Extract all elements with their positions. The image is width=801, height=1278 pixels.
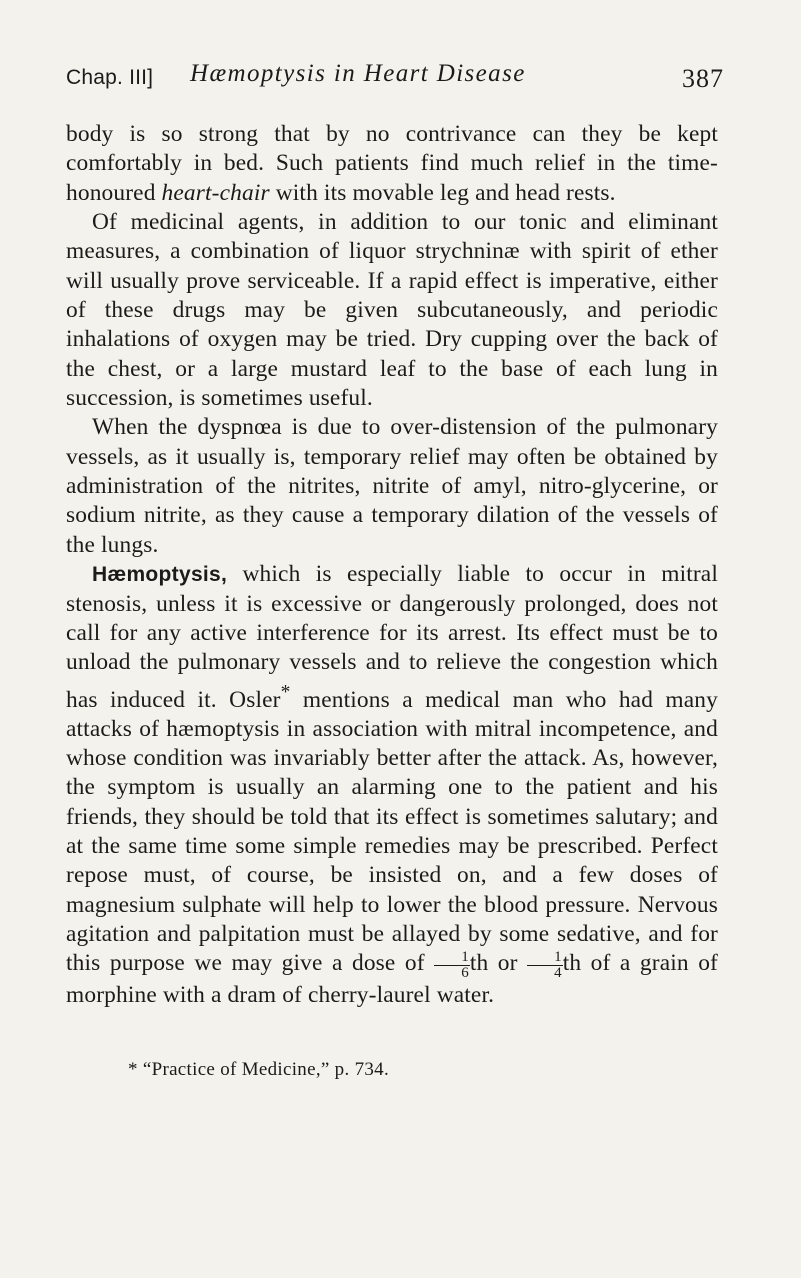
p1-text-b: with its movable leg and head rests. <box>269 179 616 206</box>
footnote-marker: * <box>280 681 291 703</box>
section-heading-haemoptysis: Hæmoptysis, <box>92 563 228 587</box>
running-title: Hæmoptysis in Heart Disease <box>190 60 526 87</box>
chapter-label: Chap. III] <box>66 66 154 89</box>
body-text <box>66 120 718 1010</box>
fraction-1-suffix: th <box>469 950 489 977</box>
running-head <box>66 60 724 100</box>
fraction-one-sixth <box>434 950 470 981</box>
page-number: 387 <box>682 64 724 93</box>
fraction-2-numerator: 1 <box>527 950 563 966</box>
footnote: * “Practice of Medicine,” p. 734. <box>128 1059 390 1080</box>
paragraph-4 <box>66 560 718 1010</box>
p4-text-c: of a grain of morphine with a dram of cherry-laurel water. <box>66 950 718 1008</box>
fraction-2-suffix: th <box>562 950 582 977</box>
p1-text-a: body is so strong that by no contrivance can they be kept comfortably in bed. Such patients find much relief in the time-honoured <box>66 121 718 206</box>
p4-text-a: which is especially liable to occur in mitral stenosis, unless it is excessive or dangerously prolonged, does not call for any active interference for its arrest. Its effect must be to unload the pulmonary vessels and to relieve the congestion which has induced it. Osler <box>66 561 718 713</box>
p1-italic-term: heart-chair <box>161 179 270 206</box>
paragraph-1 <box>66 120 718 208</box>
paragraph-3: When the dyspnœa is due to over-distension of the pulmonary vessels, as it usually is, temporary relief may often be obtained by administration of the nitrites, nitrite of amyl, nitro-glycerine, or sodium nitrite, as they cause a temporary dilation of the vessels of the lungs. <box>66 414 718 558</box>
fraction-1-numerator: 1 <box>434 950 470 966</box>
p4-text-b: mentions a medical man who had many attacks of hæmoptysis in association with mitral incompetence, and whose condition was invariably better after the attack. As, however, the symptom is usually an alarming one to the patient and his friends, they should be told that its effect is sometimes salutary; and at the same time some simple remedies may be prescribed. Perfect repose must, of course, be insisted on, and a few doses of magnesium sulphate will help to lower the blood pressure. Nervous agitation and palpitation must be allayed by some sedative, and for this purpose we may give a dose of <box>66 686 718 977</box>
p4-mid: or <box>488 950 528 977</box>
fraction-one-fourth <box>527 950 563 981</box>
fraction-2-denominator: 4 <box>554 964 562 981</box>
paragraph-2: Of medicinal agents, in addition to our tonic and eliminant measures, a combination of liquor strychninæ with spirit of ether will usually prove serviceable. If a rapid effect is imperative, either of these drugs may be given subcutaneously, and periodic inhalations of oxygen may be tried. Dry cupping over the back of the chest, or a large mustard leaf to the base of each lung in succession, is sometimes useful. <box>66 209 718 412</box>
fraction-1-denominator: 6 <box>461 964 469 981</box>
